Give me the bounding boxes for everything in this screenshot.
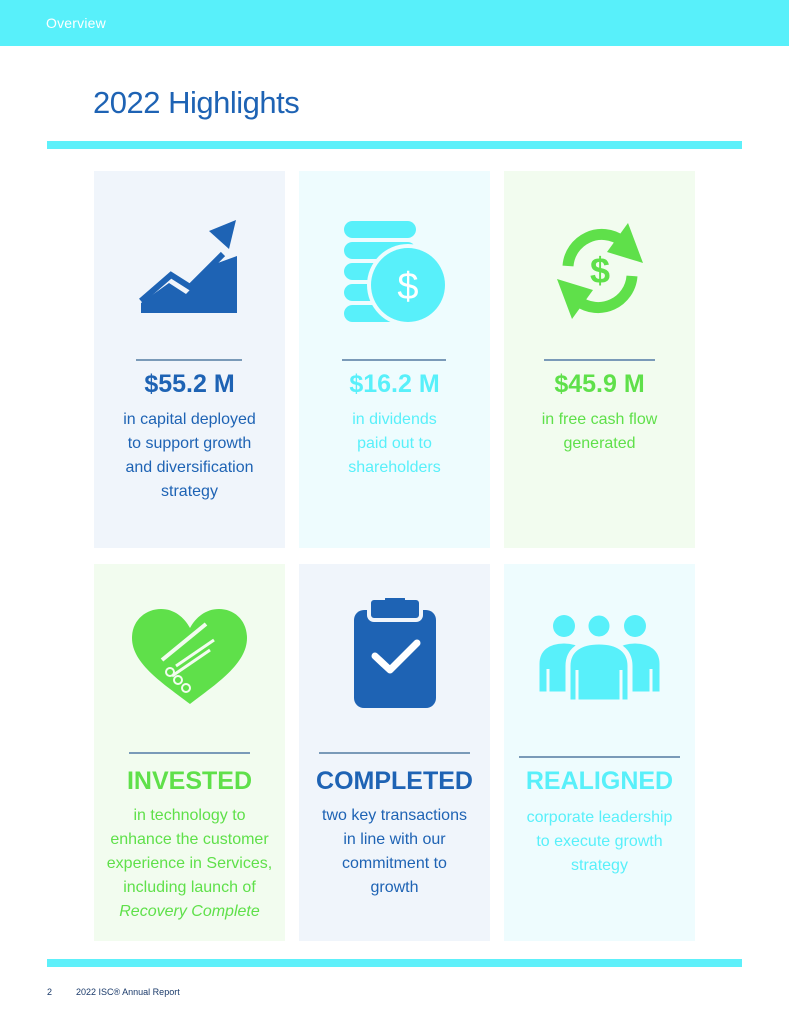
card-metric: $16.2 M: [349, 370, 440, 398]
card-metric: REALIGNED: [525, 767, 674, 795]
card-description: in capital deployed to support growth and diversification strategy: [123, 411, 256, 500]
card-divider: [519, 756, 680, 758]
rising-chart-icon: [94, 216, 285, 326]
top-band: [0, 0, 789, 46]
card-description: two key transactions in line with our commitment to growth: [322, 807, 467, 896]
handshake-heart-icon: [94, 604, 285, 714]
card-metric: COMPLETED: [316, 767, 473, 795]
card-divider: [544, 359, 655, 361]
page-title: 2022 Highlights: [93, 85, 300, 120]
card-metric: $55.2 M: [144, 370, 235, 398]
card-description: in dividends paid out to shareholders: [348, 411, 441, 476]
svg-text:$: $: [397, 266, 419, 308]
coins-dollar-icon: [299, 216, 490, 326]
svg-text:$: $: [589, 250, 611, 291]
team-people-icon: [504, 614, 695, 724]
clipboard-check-icon: [299, 598, 490, 708]
card-metric: $45.9 M: [554, 370, 645, 398]
page-number: 2: [47, 987, 53, 997]
highlight-card-cash-flow: [504, 171, 695, 548]
card-divider: [136, 359, 242, 361]
card-divider: [319, 752, 470, 754]
highlight-card-capital: [94, 171, 285, 548]
highlight-card-realigned: [504, 564, 695, 941]
report-title: 2022 ISC® Annual Report: [76, 987, 180, 997]
dollar-cycle-icon: [504, 216, 695, 326]
card-description: in free cash flow generated: [541, 411, 658, 452]
highlight-card-dividends: [299, 171, 490, 548]
highlight-card-invested: [94, 564, 285, 941]
card-description: corporate leadership to execute growth strategy: [526, 809, 673, 874]
highlight-card-completed: [299, 564, 490, 941]
bottom-rule: [47, 959, 742, 967]
card-metric: INVESTED: [126, 767, 253, 795]
card-divider: [129, 752, 250, 754]
section-label: Overview: [46, 15, 106, 31]
card-description: in technology to enhance the customer experience in Services, including launch of Recovery Complete: [106, 807, 273, 920]
top-rule: [47, 141, 742, 149]
card-divider: [342, 359, 446, 361]
